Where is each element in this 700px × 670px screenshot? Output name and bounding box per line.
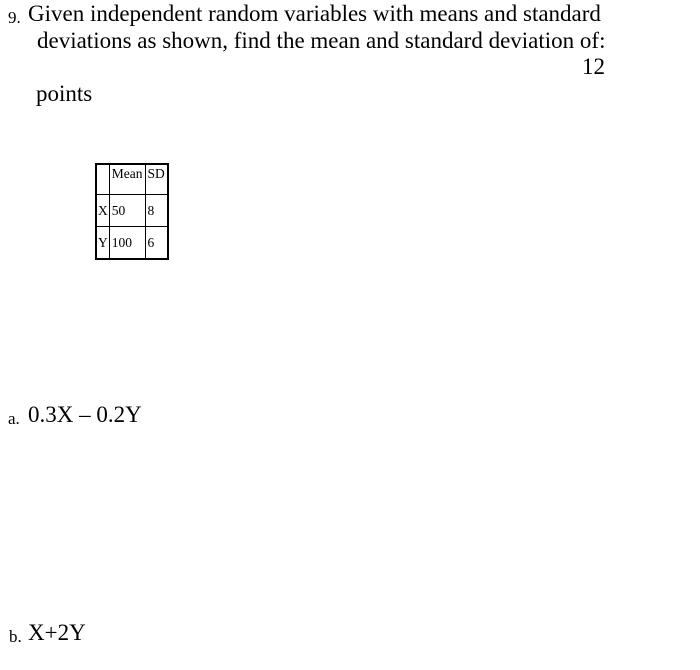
table-row-label: Y — [96, 227, 109, 260]
table-header-row — [96, 164, 168, 195]
part-a-expression: 0.3X – 0.2Y — [28, 402, 142, 427]
question-text-line-2: deviations as shown, find the mean and standard deviation of: — [37, 28, 606, 53]
question-number: 9. — [8, 8, 21, 27]
table-header-cell: SD — [145, 164, 168, 195]
table-row — [96, 195, 168, 227]
table-cell-mean: 100 — [109, 227, 145, 260]
part-a-letter: a. — [8, 409, 20, 428]
table-header-cell — [96, 164, 109, 195]
stats-table — [95, 163, 169, 260]
table-row — [96, 227, 168, 260]
part-b-expression: X+2Y — [28, 620, 86, 645]
points-value: 12 — [582, 54, 605, 79]
part-b-letter: b. — [9, 627, 22, 646]
table-cell-sd: 8 — [145, 195, 168, 227]
points-label: points — [36, 81, 93, 106]
table-cell-sd: 6 — [145, 227, 168, 260]
table-header-cell: Mean — [109, 164, 145, 195]
table-row-label: X — [96, 195, 109, 227]
table-cell-mean: 50 — [109, 195, 145, 227]
question-text-line-1: Given independent random variables with means and standard — [28, 1, 601, 26]
